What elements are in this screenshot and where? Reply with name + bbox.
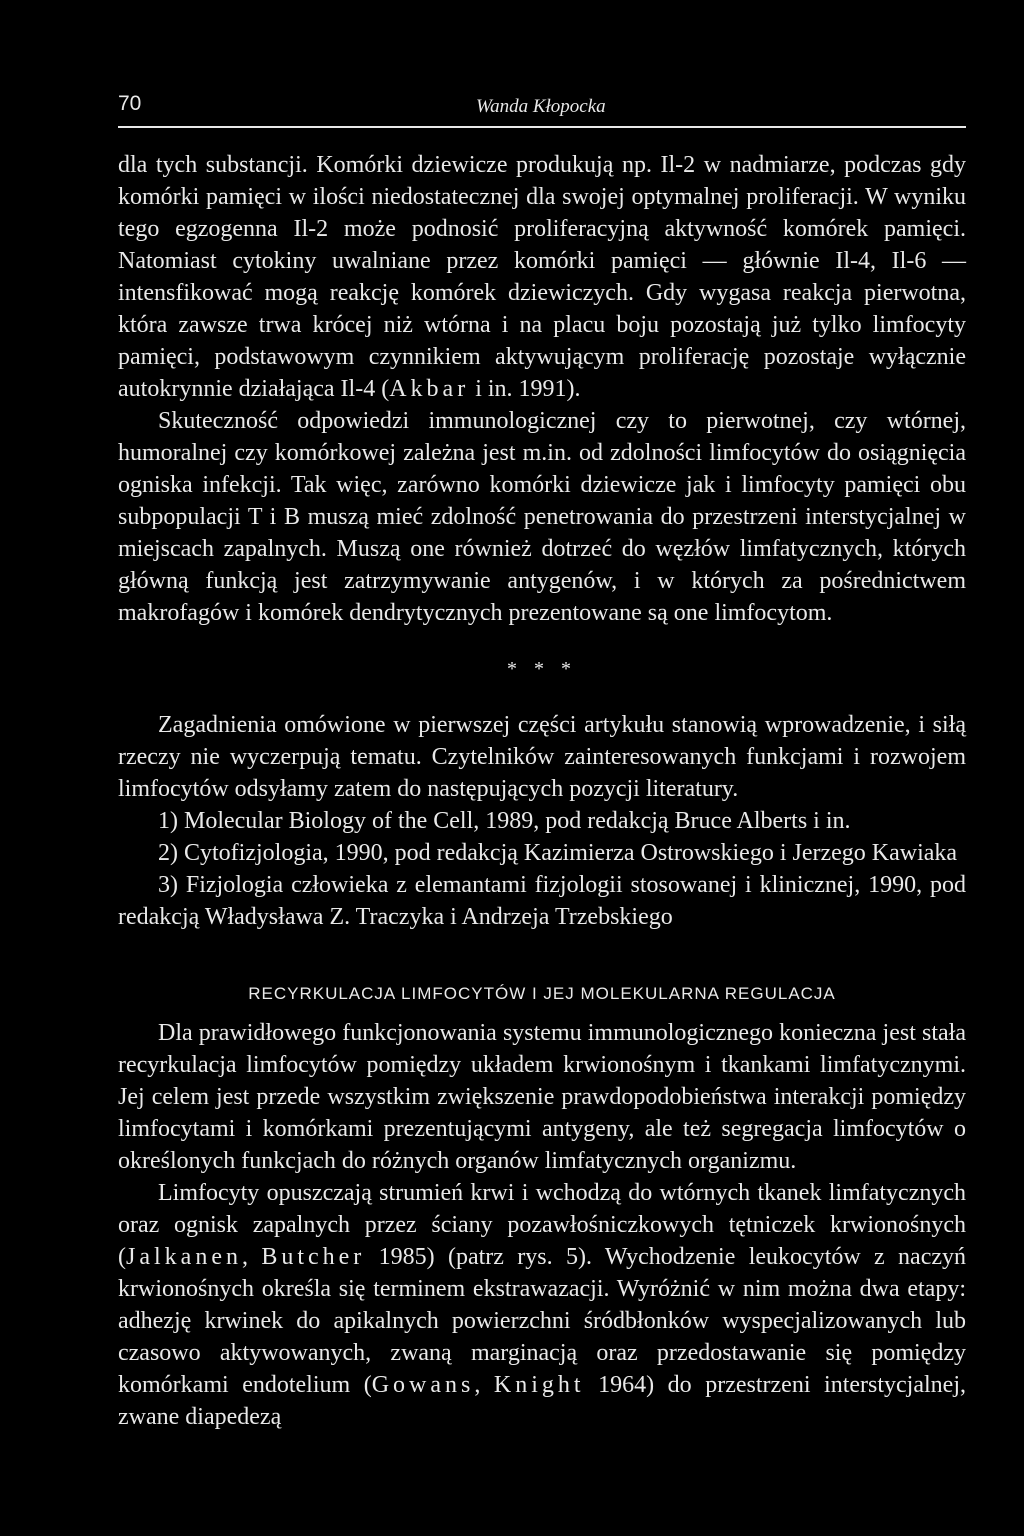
reference-3: 3) Fizjologia człowieka z elemantami fizjologii stosowanej i klinicznej, 1990, pod redakcją Władysława Z. Traczyka i Andrzeja Trzebskiego bbox=[118, 872, 966, 930]
paragraph-2: Skuteczność odpowiedzi immunologicznej czy to pierwotnej, czy wtórnej, humoralnej czy komórkowej zależna jest m.in. od zdolności limfocytów do osiągnięcia ogniska infekcji. Tak więc, zarówno komórki dziewicze jak i limfocyty pamięci obu subpopulacji T i B muszą mieć zdolność penetrowania do przestrzeni interstycjalnej w miejscach zapalnych. Muszą one również dotrzeć do węzłów limfatycznych, których główną funkcją jest zatrzymywanie antygenów, i w których za pośrednictwem makrofagów i komórek dendrytycznych prezentowane są one limfocytom. bbox=[118, 408, 966, 626]
paragraph-5-text-a: Limfocyty opuszczają strumień krwi i wchodzą do wtórnych tkanek limfatycznych oraz ognisk zapalnych przez ściany pozawłośniczkowych tętniczek krwionośnych ( bbox=[118, 1180, 966, 1270]
document-body bbox=[118, 149, 966, 1433]
section-separator: * * * bbox=[507, 658, 577, 680]
paragraph-5-text-e: 1964) do przestrzeni interstycjalnej, zwane diapedezą bbox=[118, 1372, 966, 1430]
paragraph-5-text-d: , bbox=[474, 1372, 494, 1398]
document-page bbox=[118, 92, 966, 1433]
citation-author-gowans: Gowans bbox=[371, 1372, 475, 1398]
reference-2: 2) Cytofizjologia, 1990, pod redakcją Kazimierza Ostrowskiego i Jerzego Kawiaka bbox=[158, 840, 958, 866]
page-number: 70 bbox=[118, 92, 142, 115]
citation-author-jalkanen: Jalkanen bbox=[126, 1244, 242, 1270]
citation-author-butcher: Butcher bbox=[261, 1244, 366, 1270]
paragraph-5 bbox=[118, 1177, 966, 1433]
running-head-author: Wanda Kłopocka bbox=[476, 96, 606, 117]
page-header bbox=[118, 92, 966, 128]
citation-author-akbar: Akbar bbox=[389, 376, 470, 402]
paragraph-1-tail: i in. 1991). bbox=[469, 376, 581, 402]
paragraph-3: Zagadnienia omówione w pierwszej części artykułu stanowią wprowadzenie, i siłą rzeczy nie wyczerpują tematu. Czytelników zainteresowanych funkcjami i rozwojem limfocytów odsyłamy zatem do następujących pozycji literatury. bbox=[118, 712, 966, 802]
paragraph-4: Dla prawidłowego funkcjonowania systemu immunologicznego konieczna jest stała recyrkulacja limfocytów pomiędzy układem krwionośnym i tkankami limfatycznymi. Jej celem jest przede wszystkim zwiększenie prawdopodobieństwa interakcji pomiędzy limfocytami i komórkami prezentującymi antygeny, ale też segregacja limfocytów o określonych funkcjach do różnych organów limfatycznych organizmu. bbox=[118, 1020, 966, 1174]
paragraph-5-text-c: 1985) (patrz rys. 5). Wychodzenie leukocytów z naczyń krwionośnych określa się terminem ekstrawazacji. Wyróżnić w nim można dwa etapy: adhezję krwinek do apikalnych powierzchni śródbłonków wyspecjalizowanych lub czasowo aktywowanych, zwaną marginacją oraz przedostawanie się pomiędzy komórkami endotelium ( bbox=[118, 1244, 967, 1398]
paragraph-1 bbox=[118, 149, 966, 405]
reference-1: 1) Molecular Biology of the Cell, 1989, pod redakcją Bruce Alberts i in. bbox=[158, 808, 851, 834]
paragraph-5-text-b: , bbox=[241, 1244, 262, 1270]
citation-author-knight: Knight bbox=[493, 1372, 585, 1398]
paragraph-1-text: dla tych substancji. Komórki dziewicze produkują np. Il-2 w nadmiarze, podczas gdy komórki pamięci w ilości niedostatecznej dla swojej optymalnej proliferacji. W wyniku tego egzogenna Il-2 może podnosić proliferacyjną aktywność komórek pamięci. Natomiast cytokiny uwalniane przez komórki pamięci — głównie Il-4, Il-6 — intensfikować mogą reakcję komórek dziewiczych. Gdy wygasa reakcja pierwotna, która zawsze trwa krócej niż wtórna i na placu boju pozostają już tylko limfocyty pamięci, podstawowym czynnikiem aktywującym proliferację pozostaje wyłącznie autokrynnie działająca Il-4 ( bbox=[118, 152, 966, 402]
section-heading: RECYRKULACJA LIMFOCYTÓW I JEJ MOLEKULARNA REGULACJA bbox=[248, 984, 836, 1003]
